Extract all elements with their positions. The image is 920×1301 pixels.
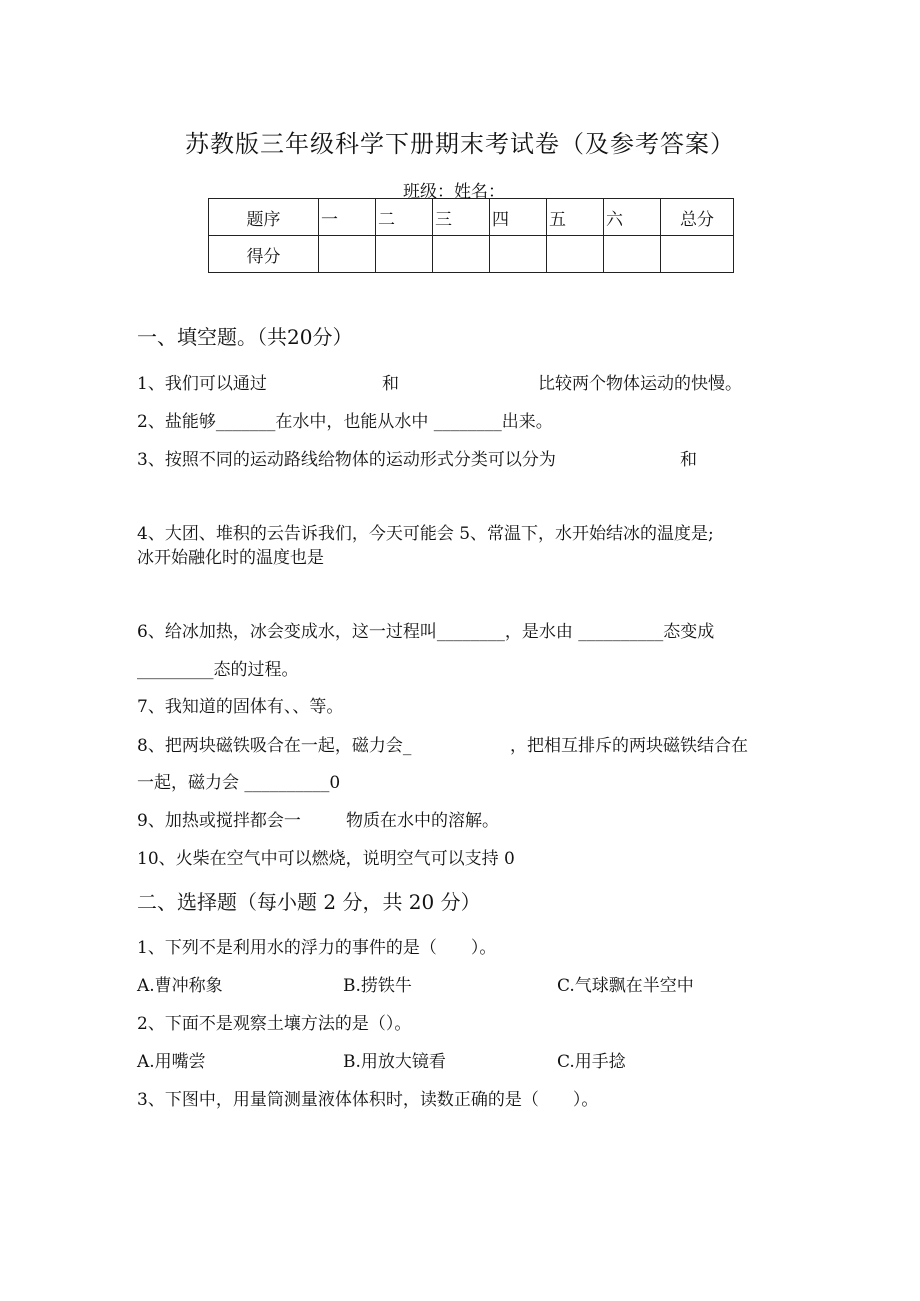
choice-2-option-b[interactable]: B.用放大镜看 (343, 1052, 446, 1072)
score-table-header-row (209, 199, 734, 236)
score-header-cell: 四 (490, 199, 547, 236)
score-cell[interactable] (490, 236, 547, 273)
choice-2-option-c[interactable]: C.用手捻 (557, 1052, 626, 1072)
question-4-line-2: 冰开始融化时的温度也是 (137, 548, 324, 568)
question-8-part-a: 8、把两块磁铁吸合在一起，磁力会_ (137, 736, 412, 756)
question-6-line-2: _________态的过程。 (137, 660, 299, 680)
question-7: 7、我知道的固体有、、等。 (137, 697, 344, 717)
question-10: 10、火柴在空气中可以燃烧，说明空气可以支持 0 (137, 849, 515, 869)
question-2: 2、盐能够_______在水中，也能从水中 ________出来。 (137, 412, 553, 432)
choice-1-option-a[interactable]: A.曹冲称象 (137, 976, 223, 996)
score-row-label: 得分 (209, 236, 319, 273)
question-9-part-b: 物质在水中的溶解。 (346, 811, 499, 831)
question-3-part-a: 3、按照不同的运动路线给物体的运动形式分类可以分为 (137, 450, 556, 470)
score-table-score-row (209, 236, 734, 273)
question-8-line-2: 一起，磁力会 __________0 (137, 773, 341, 793)
choice-1-option-c[interactable]: C.气球飘在半空中 (557, 976, 694, 996)
score-table (208, 198, 734, 273)
score-cell[interactable] (547, 236, 604, 273)
score-cell[interactable] (661, 236, 734, 273)
class-name-line: 班级：姓名： (403, 182, 505, 202)
score-header-cell: 三 (433, 199, 490, 236)
section-heading-multiple-choice: 二、选择题（每小题 2 分，共 20 分） (137, 890, 481, 914)
page-title: 苏教版三年级科学下册期末考试卷（及参考答案） (185, 130, 735, 158)
score-header-cell: 六 (604, 199, 661, 236)
score-cell[interactable] (319, 236, 376, 273)
question-3-part-b: 和 (680, 450, 697, 470)
section-heading-fill-blank: 一、填空题。（共20分） (137, 325, 353, 349)
question-1-part-c: 比较两个物体运动的快慢。 (538, 374, 742, 394)
question-8-part-b: ，把相互排斥的两块磁铁结合在 (510, 736, 748, 756)
score-header-cell: 一 (319, 199, 376, 236)
choice-1-option-b[interactable]: B.捞铁牛 (343, 976, 412, 996)
score-header-cell: 五 (547, 199, 604, 236)
score-header-cell: 总分 (661, 199, 734, 236)
question-9-part-a: 9、加热或搅拌都会一 (137, 811, 301, 831)
score-header-cell: 题序 (209, 199, 319, 236)
choice-question-1: 1、下列不是利用水的浮力的事件的是（ ）。 (137, 938, 497, 958)
question-1-part-b: 和 (382, 374, 399, 394)
score-cell[interactable] (604, 236, 661, 273)
score-cell[interactable] (376, 236, 433, 273)
question-4-line-1: 4、大团、堆积的云告诉我们，今天可能会 5、常温下，水开始结冰的温度是; (137, 524, 714, 544)
score-header-cell: 二 (376, 199, 433, 236)
choice-question-3: 3、下图中，用量筒测量液体体积时，读数正确的是（ ）。 (137, 1090, 599, 1110)
question-6-line-1: 6、给冰加热，冰会变成水，这一过程叫________，是水由 __________态变成 (137, 622, 715, 642)
choice-question-2: 2、下面不是观察土壤方法的是（）。 (137, 1014, 412, 1034)
choice-2-option-a[interactable]: A.用嘴尝 (137, 1052, 206, 1072)
question-1-part-a: 1、我们可以通过 (137, 374, 267, 394)
score-cell[interactable] (433, 236, 490, 273)
